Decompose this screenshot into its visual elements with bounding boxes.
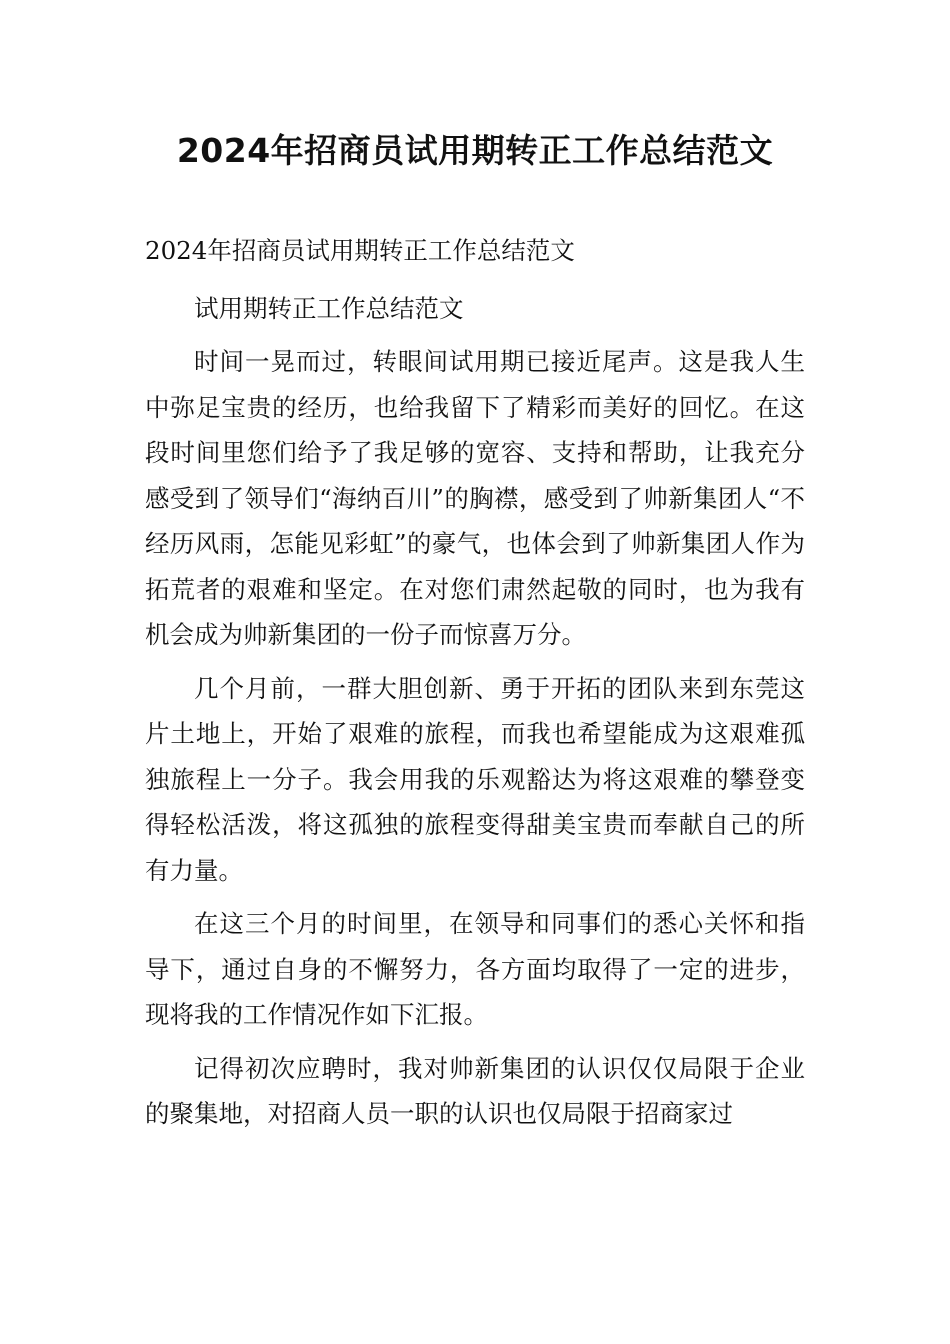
document-title: 2024年招商员试用期转正工作总结范文 [176, 131, 774, 170]
paragraph-2: 几个月前，一群大胆创新、勇于开拓的团队来到东莞这片土地上，开始了艰难的旅程，而我也希望能成为这艰难孤独旅程上一分子。我会用我的乐观豁达为将这艰难的攀登变得轻松活泼，将这孤独的旅程变得甜美宝贵而奉献自己的所有力量。 [145, 673, 805, 885]
paragraph-3: 在这三个月的时间里，在领导和同事们的悉心关怀和指导下，通过自身的不懈努力，各方面均取得了一定的进步，现将我的工作情况作如下汇报。 [145, 909, 805, 1029]
document-subtitle: 2024年招商员试用期转正工作总结范文 [145, 236, 575, 265]
paragraph-1: 时间一晃而过，转眼间试用期已接近尾声。这是我人生中弥足宝贵的经历，也给我留下了精彩而美好的回忆。在这段时间里您们给予了我足够的宽容、支持和帮助，让我充分感受到了领导们“海纳百川”的胸襟，感受到了帅新集团人“不经历风雨，怎能见彩虹”的豪气，也体会到了帅新集团人作为拓荒者的艰难和坚定。在对您们肃然起敬的同时，也为我有机会成为帅新集团的一份子而惊喜万分。 [145, 347, 805, 649]
section-heading: 试用期转正工作总结范文 [194, 293, 464, 323]
paragraph-4: 记得初次应聘时，我对帅新集团的认识仅仅局限于企业的聚集地，对招商人员一职的认识也仅局限于招商家过 [145, 1053, 805, 1128]
document-body [145, 228, 805, 1137]
